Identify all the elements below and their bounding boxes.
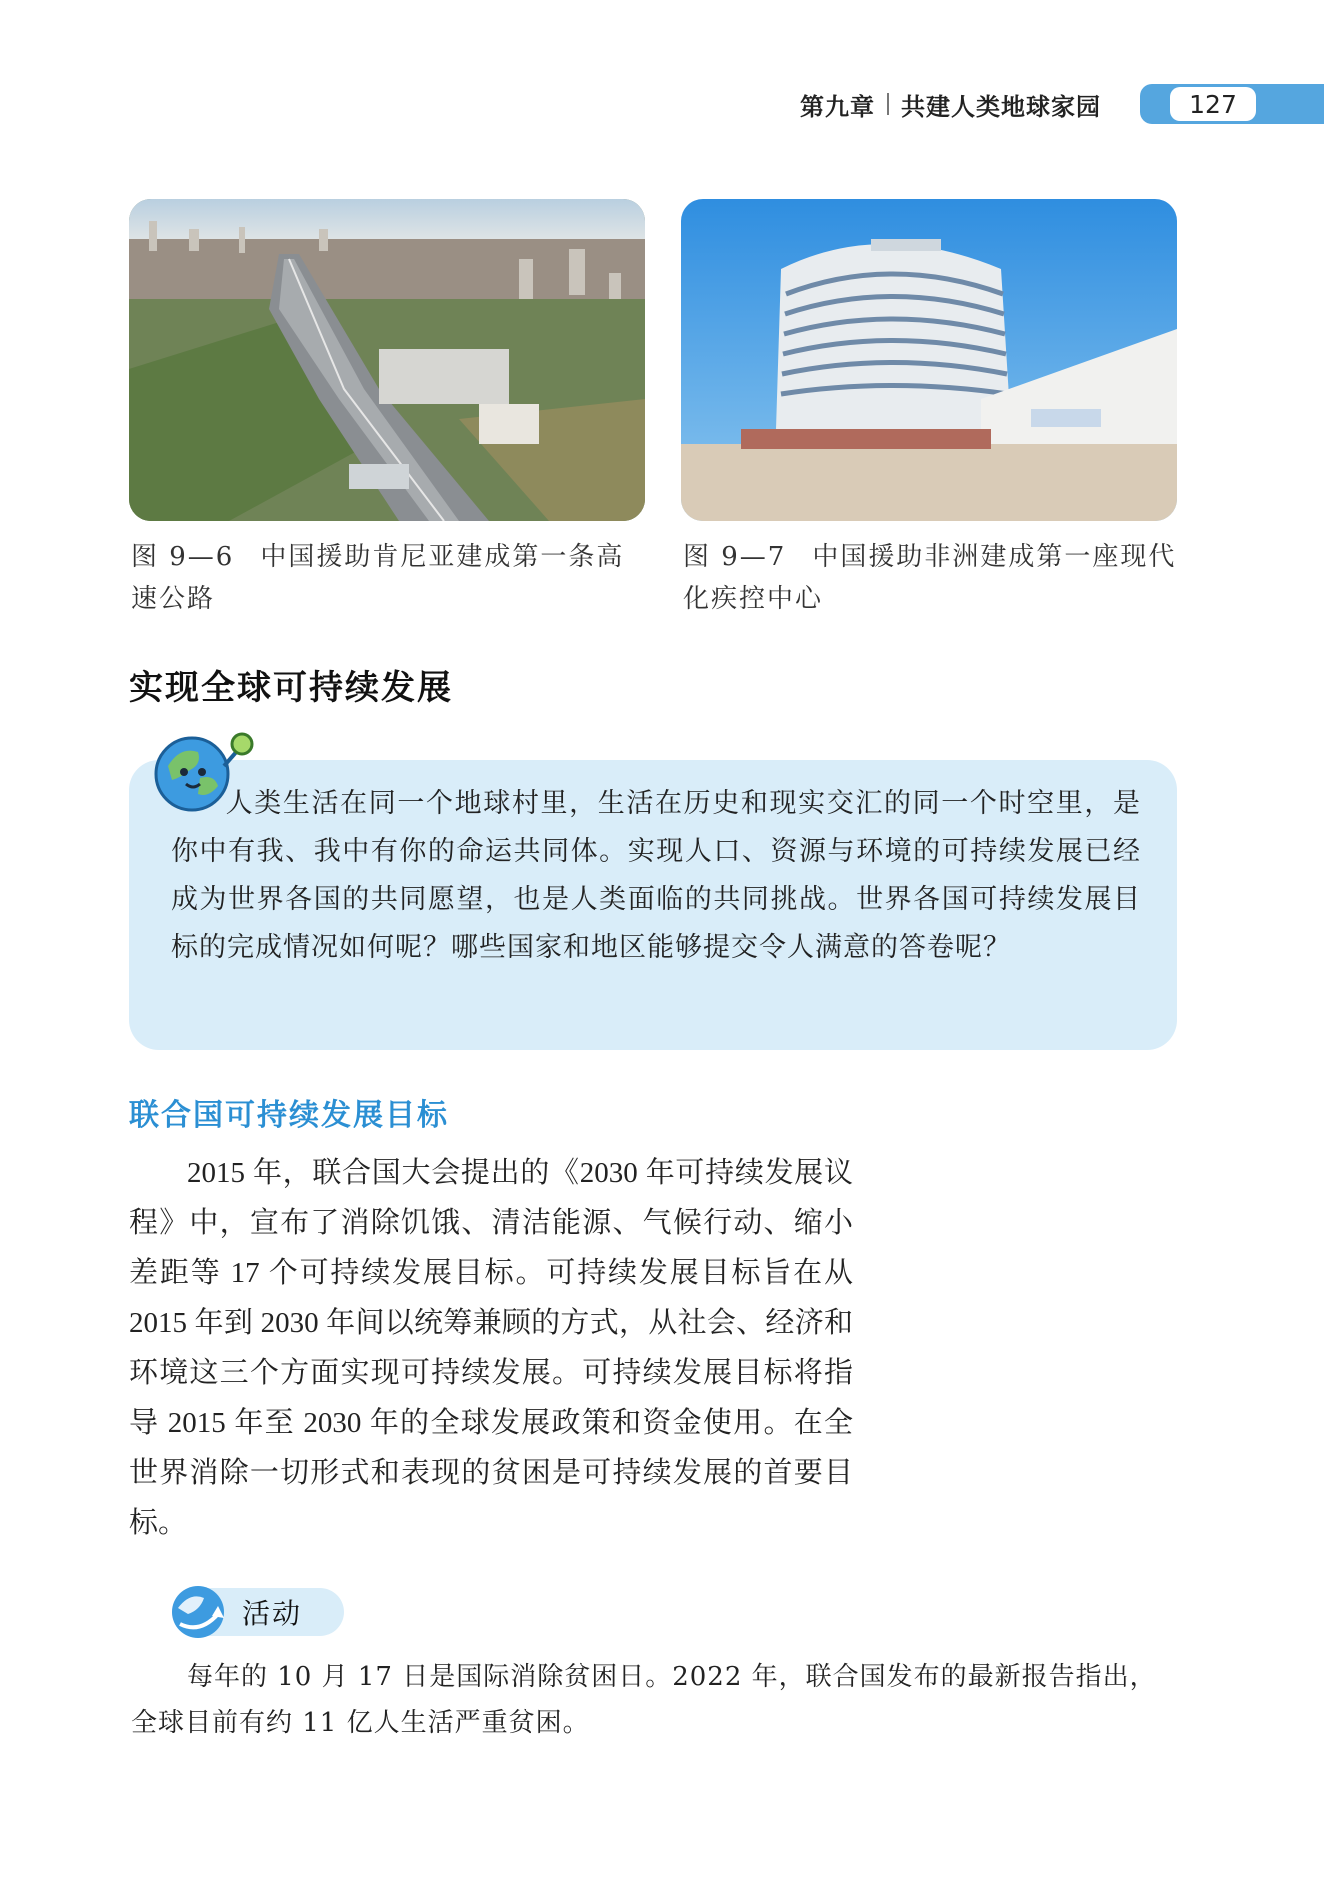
intro-paragraph xyxy=(171,780,1141,972)
cdc-building-photo xyxy=(681,199,1177,521)
section-title: 实现全球可持续发展 xyxy=(129,668,453,708)
activity-paragraph xyxy=(131,1654,1181,1746)
highway-photo xyxy=(129,199,645,521)
figure-caption-text: 中国援助非洲建成第一座现代化疾控中心 xyxy=(683,542,1177,614)
figure-caption-text: 中国援助肯尼亚建成第一条高速公路 xyxy=(131,542,625,614)
page-number: 127 xyxy=(1170,87,1256,121)
body-paragraph xyxy=(129,1148,853,1548)
body-text: 2015 年，联合国大会提出的《2030 年可持续发展议程》中，宣布了消除饥饿、清洁能源、气候行动、缩小差距等 17 个可持续发展目标。可持续发展目标旨在从 2015 年到 2030 年间以统筹兼顾的方式，从社会、经济和环境这三个方面实现可持续发展。可持续发展目标将指导 2015 年至 2030 年的全球发展政策和资金使用。在全世界消除一切形式和表现的贫困是可持续发展的首要目标。 xyxy=(129,1157,853,1539)
globe-arrow-icon xyxy=(170,1584,226,1640)
intro-box xyxy=(129,760,1177,1050)
subsection-title: 联合国可持续发展目标 xyxy=(129,1098,449,1133)
activity-label: 活动 xyxy=(242,1597,303,1630)
chapter-label: 第九章 xyxy=(800,92,875,121)
running-header xyxy=(800,84,1101,124)
figure-caption xyxy=(683,536,1179,620)
globe-mascot-icon xyxy=(150,726,258,814)
figure-caption xyxy=(131,536,649,620)
chapter-title: 共建人类地球家园 xyxy=(901,92,1101,121)
page-number-tab xyxy=(1140,84,1324,124)
figure-number: 图 9—7 xyxy=(683,542,787,572)
figure-number: 图 9—6 xyxy=(131,542,235,572)
activity-text: 每年的 10 月 17 日是国际消除贫困日。2022 年，联合国发布的最新报告指出，全球目前有约 11 亿人生活严重贫困。 xyxy=(131,1662,1157,1738)
intro-text: 人类生活在同一个地球村里，生活在历史和现实交汇的同一个时空里，是你中有我、我中有你的命运共同体。实现人口、资源与环境的可持续发展已经成为世界各国的共同愿望，也是人类面临的共同挑战。世界各国可持续发展目标的完成情况如何呢？哪些国家和地区能够提交令人满意的答卷呢？ xyxy=(171,788,1141,963)
header-divider xyxy=(887,93,889,115)
